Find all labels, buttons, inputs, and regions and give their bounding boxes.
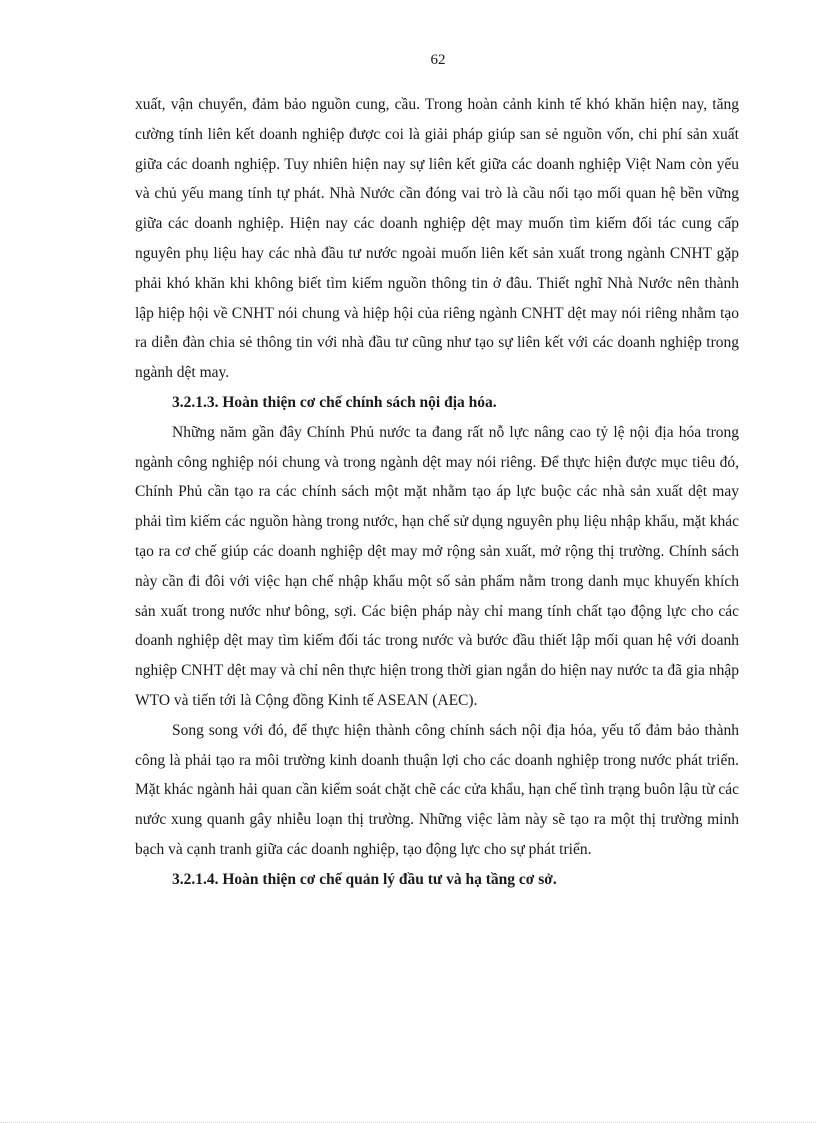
paragraph-1: xuất, vận chuyển, đảm bảo nguồn cung, cầu. Trong hoàn cảnh kinh tế khó khăn hiện nay, tăng cường tính liên kết doanh nghiệp được coi là giải pháp giúp san sẻ nguồn vốn, chi phí sản xuất giữa các doanh nghiệp. Tuy nhiên hiện nay sự liên kết giữa các doanh nghiệp Việt Nam còn yếu và chủ yếu mang tính tự phát. Nhà Nước cần đóng vai trò là cầu nối tạo mối quan hệ bền vững giữa các doanh nghiệp. Hiện nay các doanh nghiệp dệt may muốn tìm kiếm đối tác cung cấp nguyên phụ liệu hay các nhà đầu tư nước ngoài muốn liên kết sản xuất trong ngành CNHT gặp phải khó khăn khi không biết tìm kiếm nguồn thông tin ở đâu. Thiết nghĩ Nhà Nước nên thành lập hiệp hội về CNHT nói chung và hiệp hội của riêng ngành CNHT dệt may nói riêng nhằm tạo ra diễn đàn chia sẻ thông tin với nhà đầu tư cũng như tạo sự liên kết với các doanh nghiệp trong ngành dệt may. [135, 96, 739, 382]
page-number: 62 [430, 52, 446, 68]
paragraph-3: Song song với đó, để thực hiện thành công chính sách nội địa hóa, yếu tố đảm bảo thành công là phải tạo ra môi trường kinh doanh thuận lợi cho các doanh nghiệp trong nước phát triển. Mặt khác ngành hải quan cần kiểm soát chặt chẽ các cửa khẩu, hạn chế tình trạng buôn lậu từ các nước xung quanh gây nhiễu loạn thị trường. Những việc làm này sẽ tạo ra một thị trường minh bạch và cạnh tranh giữa các doanh nghiệp, tạo động lực cho sự phát triển. [135, 721, 739, 858]
document-body [135, 90, 739, 895]
paragraph-2: Những năm gần đây Chính Phủ nước ta đang rất nỗ lực nâng cao tỷ lệ nội địa hóa trong ngành công nghiệp nói chung và trong ngành dệt may nói riêng. Để thực hiện được mục tiêu đó, Chính Phủ cần tạo ra các chính sách một mặt nhằm tạo áp lực buộc các nhà sản xuất dệt may phải tìm kiếm các nguồn hàng trong nước, hạn chế sử dụng nguyên phụ liệu nhập khẩu, mặt khác tạo ra cơ chế giúp các doanh nghiệp dệt may mở rộng sản xuất, mở rộng thị trường. Chính sách này cần đi đôi với việc hạn chế nhập khẩu một số sản phẩm nằm trong danh mục khuyến khích sản xuất trong nước như bông, sợi. Các biện pháp này chỉ mang tính chất tạo động lực cho các doanh nghiệp dệt may tìm kiếm đối tác trong nước và bước đầu thiết lập mối quan hệ với doanh nghiệp CNHT dệt may và chỉ nên thực hiện trong thời gian ngắn do hiện nay nước ta đã gia nhập WTO và tiến tới là Cộng đồng Kinh tế ASEAN (AEC). [135, 423, 739, 709]
section-heading-3-2-1-3: 3.2.1.3. Hoàn thiện cơ chế chính sách nội địa hóa. [172, 393, 497, 411]
section-heading-3-2-1-4: 3.2.1.4. Hoàn thiện cơ chế quản lý đầu tư và hạ tầng cơ sở. [172, 870, 557, 888]
